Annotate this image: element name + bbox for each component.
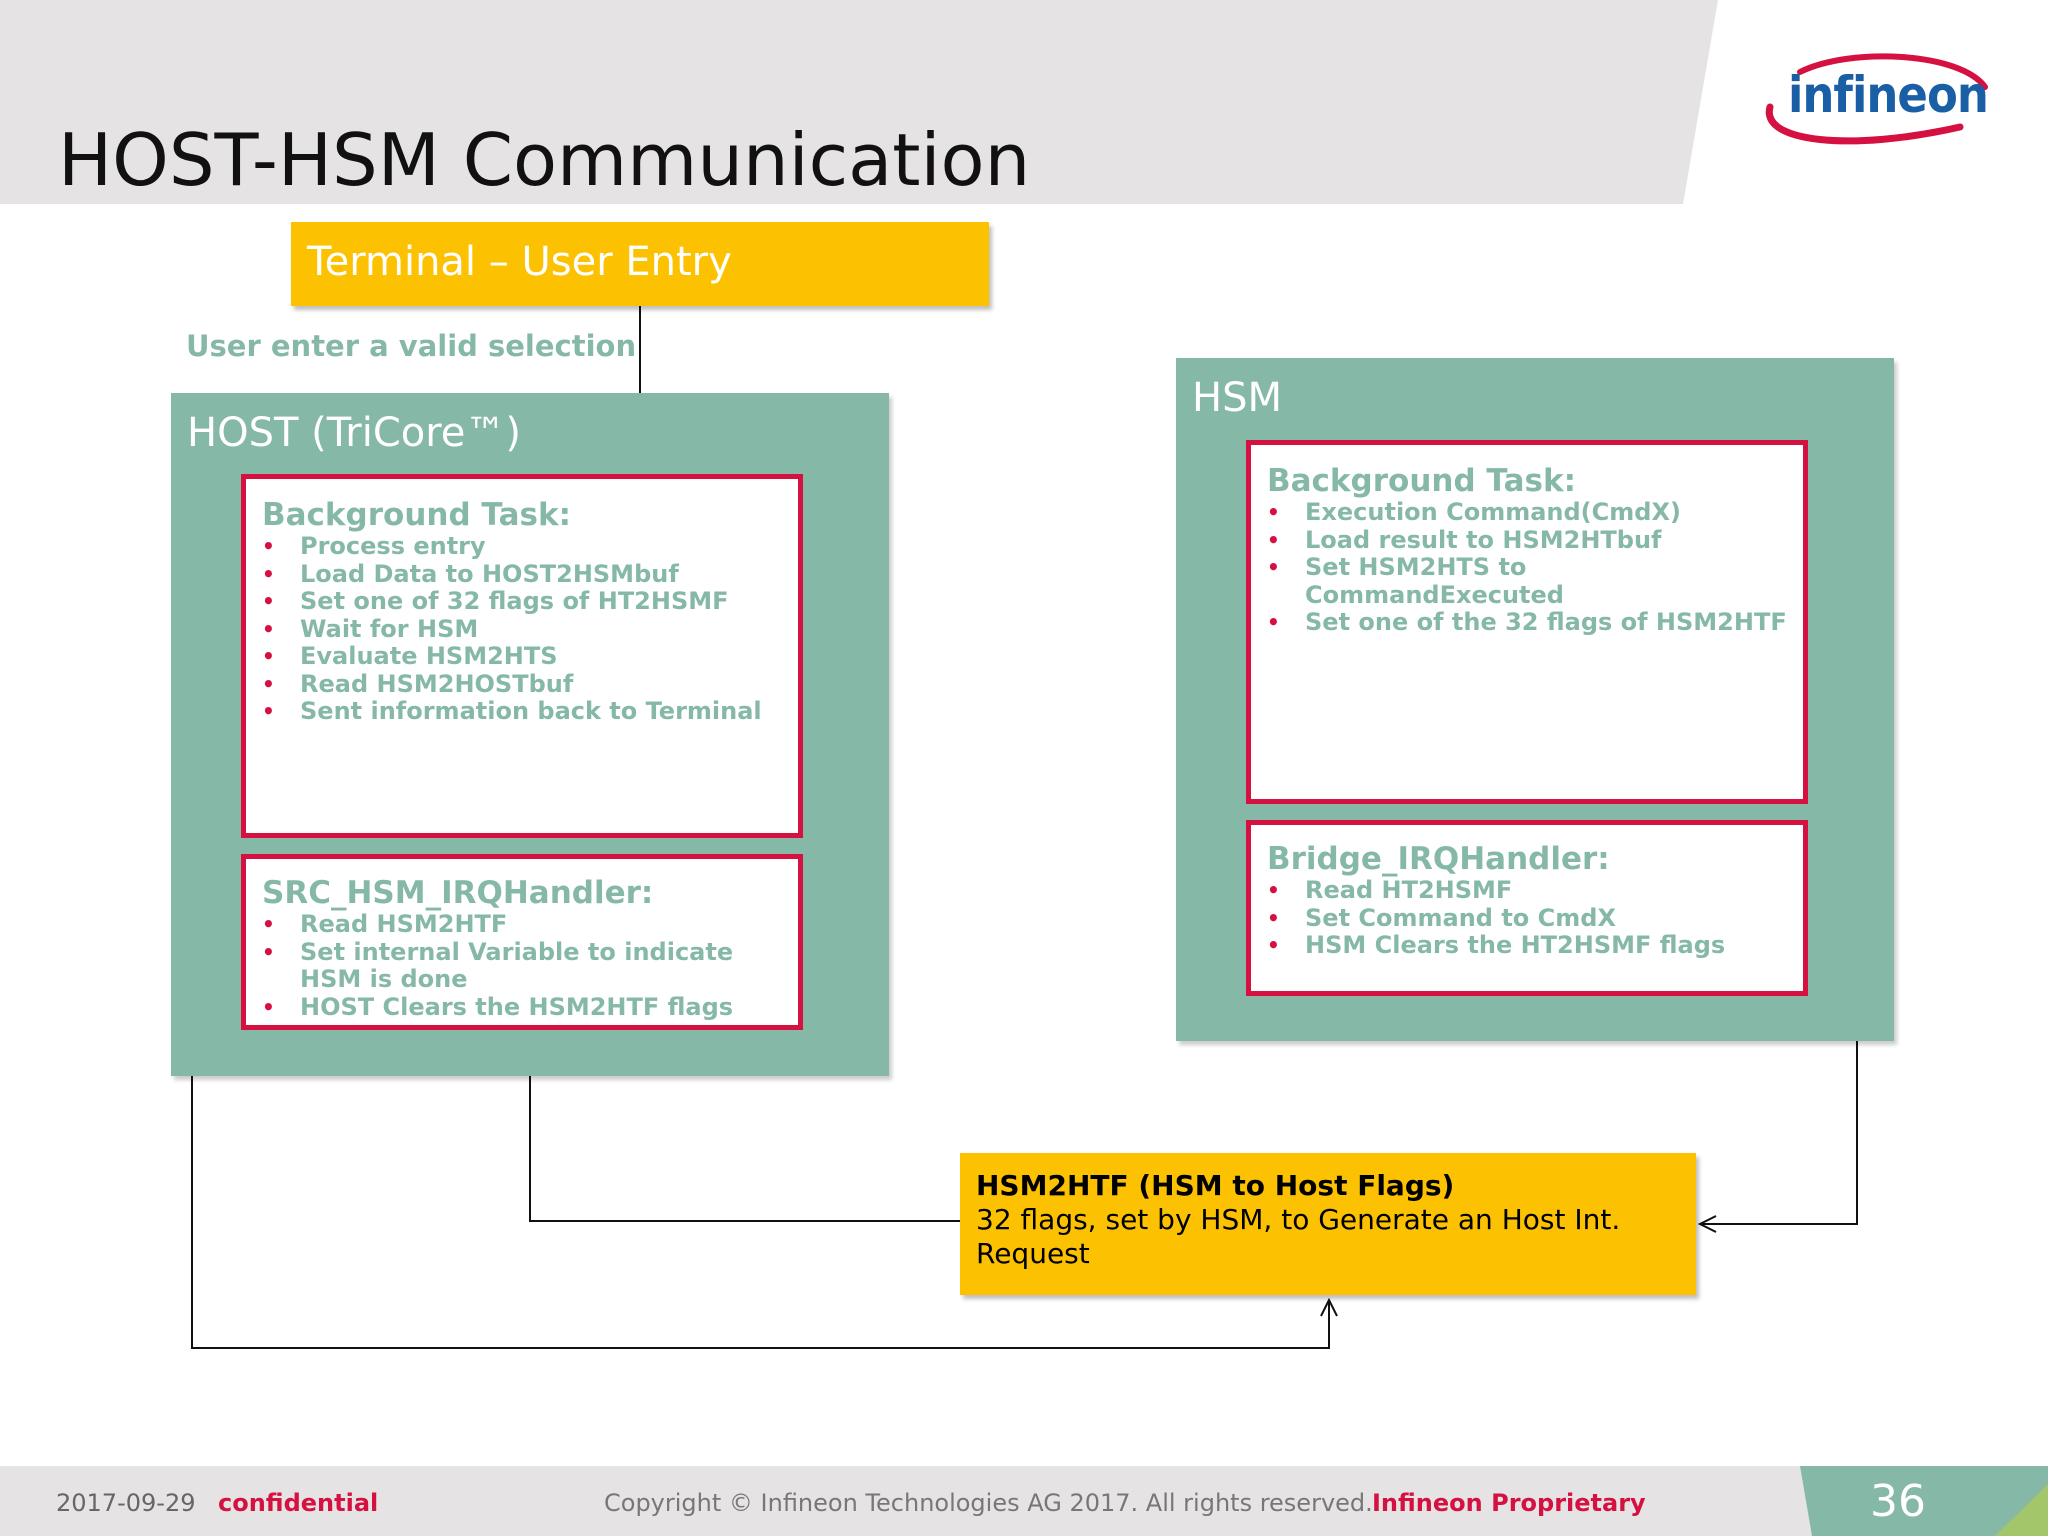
host-irq-handler-title: SRC_HSM_IRQHandler: [262, 875, 654, 911]
list-item: • Set one of the 32 flags of HSM2HTF [1267, 609, 1787, 637]
list-item: • Execution Command(CmdX) [1267, 499, 1787, 527]
hsm-bridge-handler-list [1267, 877, 1787, 960]
list-item: • Wait for HSM [262, 616, 782, 644]
hsm-background-task-box [1246, 440, 1808, 804]
hsm-title: HSM [1192, 375, 1282, 421]
connector-label: User enter a valid selection [186, 329, 637, 363]
footer-copyright: Copyright © Infineon Technologies AG 2017. All rights reserved. [604, 1489, 1373, 1517]
page-title: HOST-HSM Communication [58, 118, 1031, 202]
hsm-bridge-handler-box [1246, 820, 1808, 996]
list-item: • Set one of 32 flags of HT2HSMF [262, 588, 782, 616]
flags-box-description: 32 flags, set by HSM, to Generate an Host Int. Request [976, 1203, 1621, 1270]
list-item: • Set Command to CmdX [1267, 905, 1787, 933]
host-background-task-box [241, 474, 803, 838]
terminal-box [291, 222, 989, 306]
flags-box-title: HSM2HTF (HSM to Host Flags) [976, 1169, 1455, 1202]
list-item: • Process entry [262, 533, 782, 561]
hsm2htf-flags-box [960, 1153, 1696, 1295]
list-item: • Load result to HSM2HTbuf [1267, 527, 1787, 555]
list-item: • Evaluate HSM2HTS [262, 643, 782, 671]
list-item: • Read HSM2HTF [262, 911, 772, 939]
host-background-task-title: Background Task: [262, 497, 571, 533]
footer-proprietary: Infineon Proprietary [1372, 1489, 1646, 1517]
hsm-bridge-handler-title: Bridge_IRQHandler: [1267, 841, 1610, 877]
list-item: • Set internal Variable to indicate HSM is done [262, 939, 772, 994]
list-item: • Read HSM2HOSTbuf [262, 671, 782, 699]
host-irq-handler-box [241, 854, 803, 1030]
host-background-task-list [262, 533, 782, 726]
footer-date: 2017-09-29 [56, 1489, 196, 1517]
list-item: • HSM Clears the HT2HSMF flags [1267, 932, 1787, 960]
footer-classification: confidential [218, 1489, 379, 1517]
host-irq-handler-list [262, 911, 772, 1021]
list-item: • Sent information back to Terminal [262, 698, 782, 726]
page-number: 36 [1870, 1476, 1926, 1527]
logo-text: infineon [1788, 66, 1988, 124]
list-item: • Read HT2HSMF [1267, 877, 1787, 905]
host-title: HOST (TriCore™) [187, 410, 522, 456]
list-item: • Load Data to HOST2HSMbuf [262, 561, 782, 589]
list-item: • HOST Clears the HSM2HTF flags [262, 994, 772, 1022]
terminal-label: Terminal – User Entry [307, 239, 732, 285]
hsm-background-task-title: Background Task: [1267, 463, 1576, 499]
hsm-background-task-list [1267, 499, 1787, 637]
list-item: • Set HSM2HTS to CommandExecuted [1267, 554, 1787, 609]
